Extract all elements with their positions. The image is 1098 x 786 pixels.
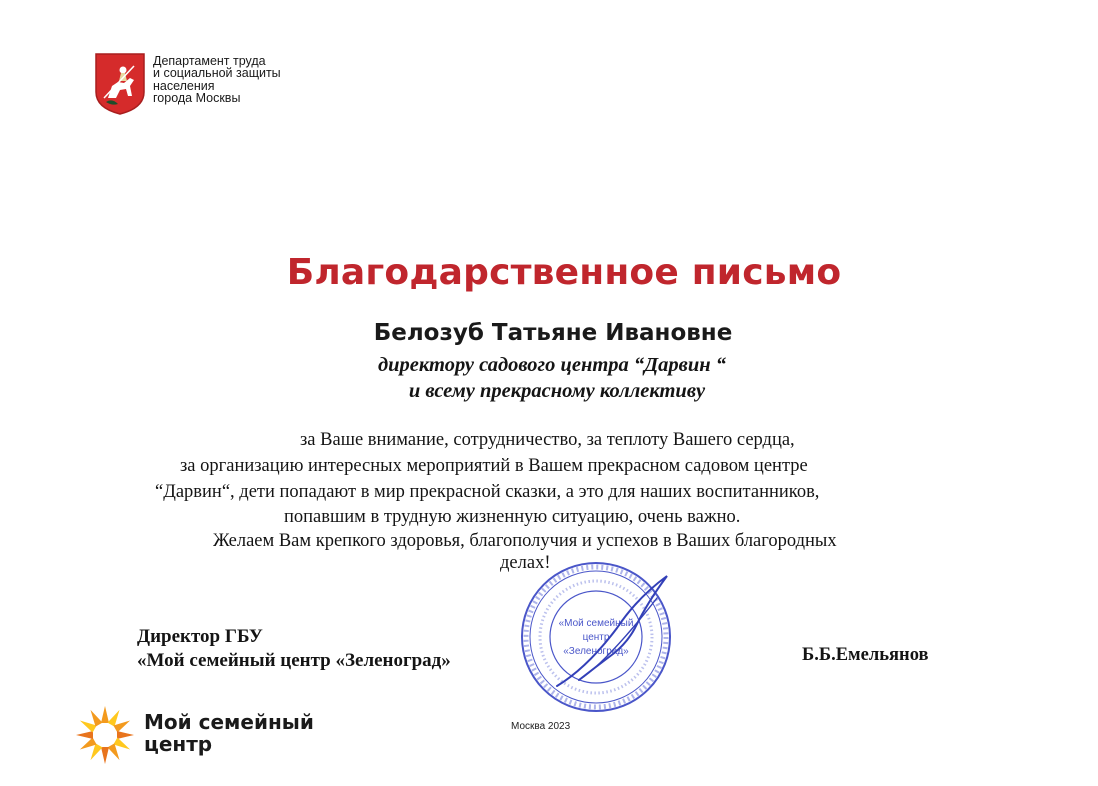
signatory-name: Б.Б.Емельянов (802, 645, 929, 665)
family-center-line: Мой семейный (144, 710, 314, 734)
department-line: города Москвы (153, 91, 241, 106)
body-line: за организацию интересных мероприятий в Вашем прекрасном садовом центре (180, 456, 808, 476)
body-line: за Ваше внимание, сотрудничество, за теплоту Вашего сердца, (300, 430, 795, 450)
department-line: Департамент труда (153, 54, 266, 68)
stamp-center-line: центр (582, 632, 610, 643)
department-line: и социальной защиты (153, 66, 281, 81)
recipient-team: и всему прекрасному коллективу (408, 380, 706, 402)
body-line: Желаем Вам крепкого здоровья, благополучия и успехов в Ваших благородных (213, 531, 837, 551)
recipient-position: директору садового центра “Дарвин “ (377, 354, 726, 376)
family-center-name (144, 711, 314, 755)
recipient-name: Белозуб Татьяне Ивановне (373, 320, 733, 346)
body-line: попавшим в трудную жизненную ситуацию, очень важно. (284, 507, 741, 527)
official-stamp (517, 558, 675, 716)
department-line: населения (153, 78, 215, 93)
letter-title: Благодарственное письмо (286, 252, 842, 293)
stamp-center-line: «Мой семейный (558, 618, 634, 629)
family-center-sun-logo (74, 704, 136, 766)
signatory-title: Директор ГБУ (137, 626, 263, 647)
body-line: “Дарвин“, дети попадают в мир прекрасной сказки, а это для наших воспитанников, (155, 482, 820, 502)
body-line: делах! (500, 553, 551, 573)
moscow-coat-of-arms-logo (94, 52, 146, 116)
city-year: Москва 2023 (511, 721, 571, 732)
signatory-organization: «Мой семейный центр «Зеленоград» (137, 650, 451, 671)
family-center-line: центр (144, 732, 213, 756)
stamp-center-line: «Зеленоград» (563, 646, 629, 657)
department-name (153, 55, 281, 105)
